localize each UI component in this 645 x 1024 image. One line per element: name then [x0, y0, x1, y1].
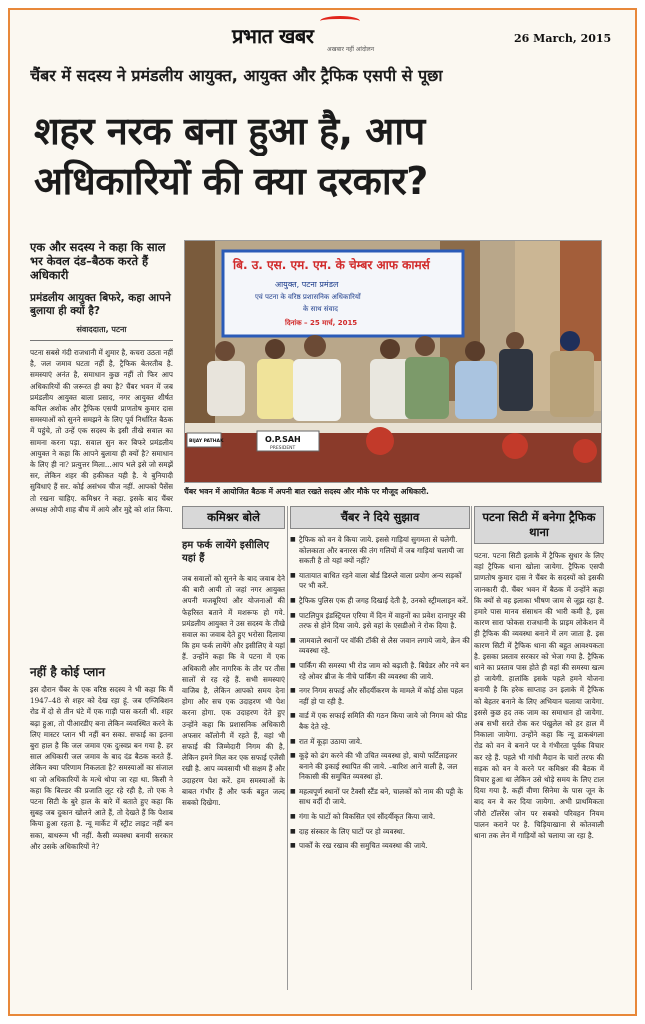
masthead-logo	[232, 22, 412, 52]
suggestion-item: ■ पाटलिपुत्र इंडस्ट्रियल एरिया में दिन में वाहनों का प्रवेश दानापुर की तरफ से होने दिया जाये. इसे वहां के एसडीओ ने रोक दिया है.	[290, 611, 470, 632]
main-headline	[34, 106, 616, 206]
suggestion-item: ■ महत्वपूर्ण स्थानों पर टैक्सी स्टैंड बने, चालकों को नाम की पट्टी के साथ वर्दी दी जाये.	[290, 787, 470, 808]
suggestion-item: ■ ट्रैफिक पुलिस एक ही जगह दिखाई देती है, उनको स्ट्रीमलाइन करें.	[290, 596, 470, 607]
banner-line-4: के साथ संवाद	[303, 305, 338, 313]
left-column	[30, 240, 173, 984]
headline-line-1: शहर नरक बना हुआ है, आप	[34, 109, 425, 153]
commissioner-body: जब सवालों को सुनने के बाद जवाब देने की बारी आयी तो जहां नगर आयुक्त अपनी मजबूरियां और योजनाओं की फेहरिस्त बताने में मशरूफ हो गये. प्रमंडलीय आयुक्त ने उस सदस्य के तीखे सवाल का जवाब देते हुए भरोसा दिलाया कि हम फर्क लायेंगे और इसीलिए वे यहां हैं. उन्होंने कहा कि वे पटना में एक अधिकारी और नागरिक के तौर पर तीस सालों से रह रहे हैं. सभी समस्याएं वाजिब है, लेकिन आपको समय देना होगा और सच एक उदाहरण भी पेश करना होगा. एक उदाहरण देते हुए उन्होंने कहा कि प्रशासनिक अधिकारी अफसर कॉलोनी में रहते हैं, वहां भी सफाई की जिम्मेदारी निगम की है, लेकिन हमने मिल कर एक सफाई एजेंसी रखी है. आप व्यवसायी भी सक्षम हैं और उदाहरण पेश करें. हम समस्याओं के बाबत गंभीर हैं और फर्क बहुत जल्द सबको दिखेगा.	[182, 574, 285, 808]
suggestion-item: ■ नगर निगम सफाई और सौंदर्यीकरण के मामले में कोई ठोस पहल नहीं हो पा रही है.	[290, 686, 470, 707]
banner-line-2: आयुक्त, पटना प्रमंडल	[275, 280, 339, 289]
photo-caption: चैंबर भवन में आयोजित बैठक में अपनी बात रखते सदस्य और मौके पर मौजूद अधिकारी.	[184, 487, 429, 496]
logo-tagline: अखबार नहीं आंदोलन	[327, 46, 375, 53]
banner-line-1: बि. उ. एस. एम. एम. के चेम्बर आफ कामर्स	[233, 258, 430, 272]
nameplate-left-text: BIJAY PATHAK	[189, 439, 224, 444]
byline: संवाददाता, पटना	[76, 325, 127, 334]
suggestion-item: ■ वार्ड में एक सफाई समिति की गठन किया जाये जो निगम को फीड बैक देते रहे.	[290, 711, 470, 732]
suggestion-item: ■ कूड़े को ढंग करने की भी उचित व्यवस्था हो, बायो फर्टिलाइजर बनाने की इकाई स्थापित की जाये. –बारिश आने वाली है, जल निकासी की समुचित व्यवस्था हो.	[290, 751, 470, 783]
column-divider	[471, 506, 472, 990]
suggestion-item: ■ यातायात बाधित रहने वाला बोर्ड डिस्प्ले वाला प्रयोग अन्य सड़कों पर भी करें.	[290, 571, 470, 592]
divider	[30, 340, 173, 341]
subheadline: एक और सदस्य ने कहा कि साल भर केवल दंड–बैठक करते हैं अधिकारी	[30, 240, 166, 282]
suggestion-item: ■ जामवाले स्थानों पर वॉकी टॉकी से लैस जवान लगाये जाये, क्रेन की व्यवस्था रहे.	[290, 636, 470, 657]
column-divider	[287, 506, 288, 990]
traffic-thana-body: पटना. पटना सिटी इलाके में ट्रैफिक सुधार के लिए वहां ट्रैफिक थाना खोला जायेगा. ट्रैफिक एसपी प्राणतोष कुमार दास ने चैंबर के सदस्यों को इसकी जानकारी दी. चैंबर भवन में बैठक में उन्होंने कहा कि क्यों से वह इलाका भीषण जाम से जूझ रहा है. हमारे पास मानव संसाधन की भारी कमी है, इस कारण सारा फोकस राजधानी के प्राइम लोकेशन में ही ट्रैफिक की व्यवस्था बनाने में लग जाता है. इस कारण सिटी में ट्रैफिक थाना की बहुत आवश्यकता है. इसका प्रस्ताव सरकार को भेजा गया है. ट्रैफिक थाने का प्रस्ताव पास होते ही वहां की समस्या खत्म हो जायेगी. हालांकि इसके पहले हमने योजना बनायी है कि हरेक साप्ताह उन इलाके में ट्रैफिक को बेहतर बनाने के लिए अभियान चलाया जायेगा. इससे कुछ हद तक जाम का समाधान हो जायेगा. अब सभी सरते रोक कर पंखुलेल को हर हाल में निकाला जायेगा. उन्होंने कहा कि न्यू डाकबंगला रोड को वन वे बनाने पर वे गंभीरता पूर्वक विचार कर रहे हैं. पहले भी गांधी मैदान के चारों तरफ की सड़क को वन वे करने पर कमिश्नर की बैठक में विचार हुआ था लेकिन उसे थोड़े समय के लिए टाल दिया गया है. कहीं वीणा सिनेमा के पास जून के बाद वन वे कर दिया जायेगा. अभी प्राथमिकता जीरो टॉलरेंस जोन पर सबको परिवहन नियम पालन कराने पर है. चिड़ियाखाना से कोतवाली थाना तक लेन में गाड़ियों को चलाया जा रहा है.	[474, 551, 604, 841]
suggestion-item: ■ रात में कूड़ा उठाया जाये.	[290, 737, 470, 748]
suggestions-list	[290, 535, 470, 1005]
suggestions-column	[290, 506, 470, 1005]
article-paragraph-2: इस दौरान चैंबर के एक वरिष्ठ सदस्य ने भी कहा कि मैं 1947–48 से शहर को देख रहा हूं. जब एग्जिबिशन रोड में दो से तीन घंटे में एक गाड़ी पास करती थी. शहर बढ़ा हुआ, तो पीआरडीए बना लेकिन व्यवस्थित करने के लिए मास्टर प्लान भी नहीं बन सका. सफाई का इतना बुरा हाल है कि जल जमाव एक दुःस्वप्न बन गया है. हर साल अधिकारी जल जमाव के बाद दंड बैठक करते हैं. लेकिन क्या परिणाम निकलता है? समस्याओं का संजाल था जो अधिकारियों के मत्थे थोपा जा रहा था. किसी ने कहा कि बिल्डर की प्रजाति लूट रहे रही है, तो एक ने पटना सिटी के बुरे हाल के बारे में बताते हुए कहा कि सुबह जब दुकान खोलने आते हैं, तो देखते हैं कि पेशाब किया हुआ रहता है. न्यू मार्केट में स्ट्रीट लाइट नहीं बन सका, बाथरूम भी नहीं. कैसी व्यवस्था बनायी सरकार और उसके अधिकारियों ने?	[30, 685, 173, 851]
section-heading: नहीं है कोई प्लान	[30, 665, 106, 679]
banner-line-3: एवं पटना के वरिष्ठ प्रशासनिक अधिकारियों	[255, 293, 361, 301]
suggestion-item: ■ ट्रैफिक को वन वे किया जाये. इससे गाड़ियां सुगमता से चलेगी. कोलकाता और बनारस की तंग गलियों में जब गाड़ियां चलायी जा सकती है तो यहां क्यों नहीं?	[290, 535, 470, 567]
traffic-thana-column	[474, 506, 604, 1000]
commissioner-column	[182, 506, 285, 993]
commissioner-heading: कमिश्नर बोले	[182, 506, 285, 529]
kicker-headline: चैंबर में सदस्य ने प्रमंडलीय आयुक्त, आयुक्त और ट्रैफिक एसपी से पूछा	[30, 66, 443, 85]
headline-line-2: अधिकारियों की क्या दरकार?	[34, 159, 428, 203]
nameplate-subtext: PRESIDENT	[270, 446, 296, 451]
banner-line-5: दिनांक – 25 मार्च, 2015	[285, 319, 358, 327]
article-paragraph-1: पटना सबसे गंदी राजधानी में शुमार है, कचरा उठता नहीं है, जल जमाव घटता नहीं है, ट्रैफिक बेतरतीब है. समस्याएं अनंत है, समाधान कुछ नहीं तो फिर आप अधिकारियों की जरूरत ही क्या है? चैंबर भवन में जब प्रमंडलीय आयुक्त बाला प्रसाद, नगर आयुक्त शीर्षत कपिल अशोक और ट्रैफिक एसपी प्राणतोष कुमार दास समस्याओं को सुनने समझने के लिए पूर्व निर्धारित बैठक में पहुंचे, तो उन्हें एक सदस्य के इसी तीखे सवाल का सामना करना पड़ा. सवाल सुन कर बिफरे प्रमंडलीय आयुक्त ने कहा कि आपने बुलाया ही क्यों है? समाधान के लिए ही ना? प्रत्युत्तर मिला...आप भले इसे जो समझें सर, लेकिन शहर की हकीकत यही है. ये बुनियादी सुविधाएं हैं सर. कोई असंभव चीज नहीं. आपको पैसेंस तो रखना चाहिए. कमिश्नर ने कहा. इसके बाद चैंबर अध्यक्ष ओपी शाह बीच में आये और मुद्दे को शांत किया.	[30, 348, 173, 514]
meeting-photo	[184, 240, 602, 483]
suggestion-item: ■ दाह संस्कार के लिए घाटों पर हो व्यवस्था.	[290, 827, 470, 838]
suggestions-heading: चैंबर ने दिये सुझाव	[290, 506, 470, 529]
suggestion-item: ■ पार्किंग की समस्या भी रोड जाम को बढ़ाती है. बिग्रेडर और नये बन रहे ओवर ब्रीज के नीचे पार्किंग की व्यवस्था की जाये.	[290, 661, 470, 682]
suggestion-item: ■ पार्कों के रख रखाव की समुचित व्यवस्था की जाये.	[290, 841, 470, 852]
nameplate-text: O.P.SAH	[265, 435, 301, 444]
logo-swoosh	[320, 16, 360, 26]
logo-text: प्रभात खबर	[232, 24, 314, 48]
traffic-thana-heading: पटना सिटी में बनेगा ट्रैफिक थाना	[474, 506, 604, 544]
commissioner-lead: हम फर्क लायेंगे इसीलिए यहां हैं	[182, 540, 270, 564]
suggestion-item: ■ गंगा के घाटों को विकसित एवं सौंदर्यीकृत किया जाये.	[290, 812, 470, 823]
publication-date: 26 March, 2015	[514, 32, 612, 45]
photo-illustration	[185, 241, 602, 483]
subheadline-2: प्रमंडलीय आयुक्त बिफरे, कहा आपने बुलाया ही क्यों है?	[30, 292, 171, 317]
